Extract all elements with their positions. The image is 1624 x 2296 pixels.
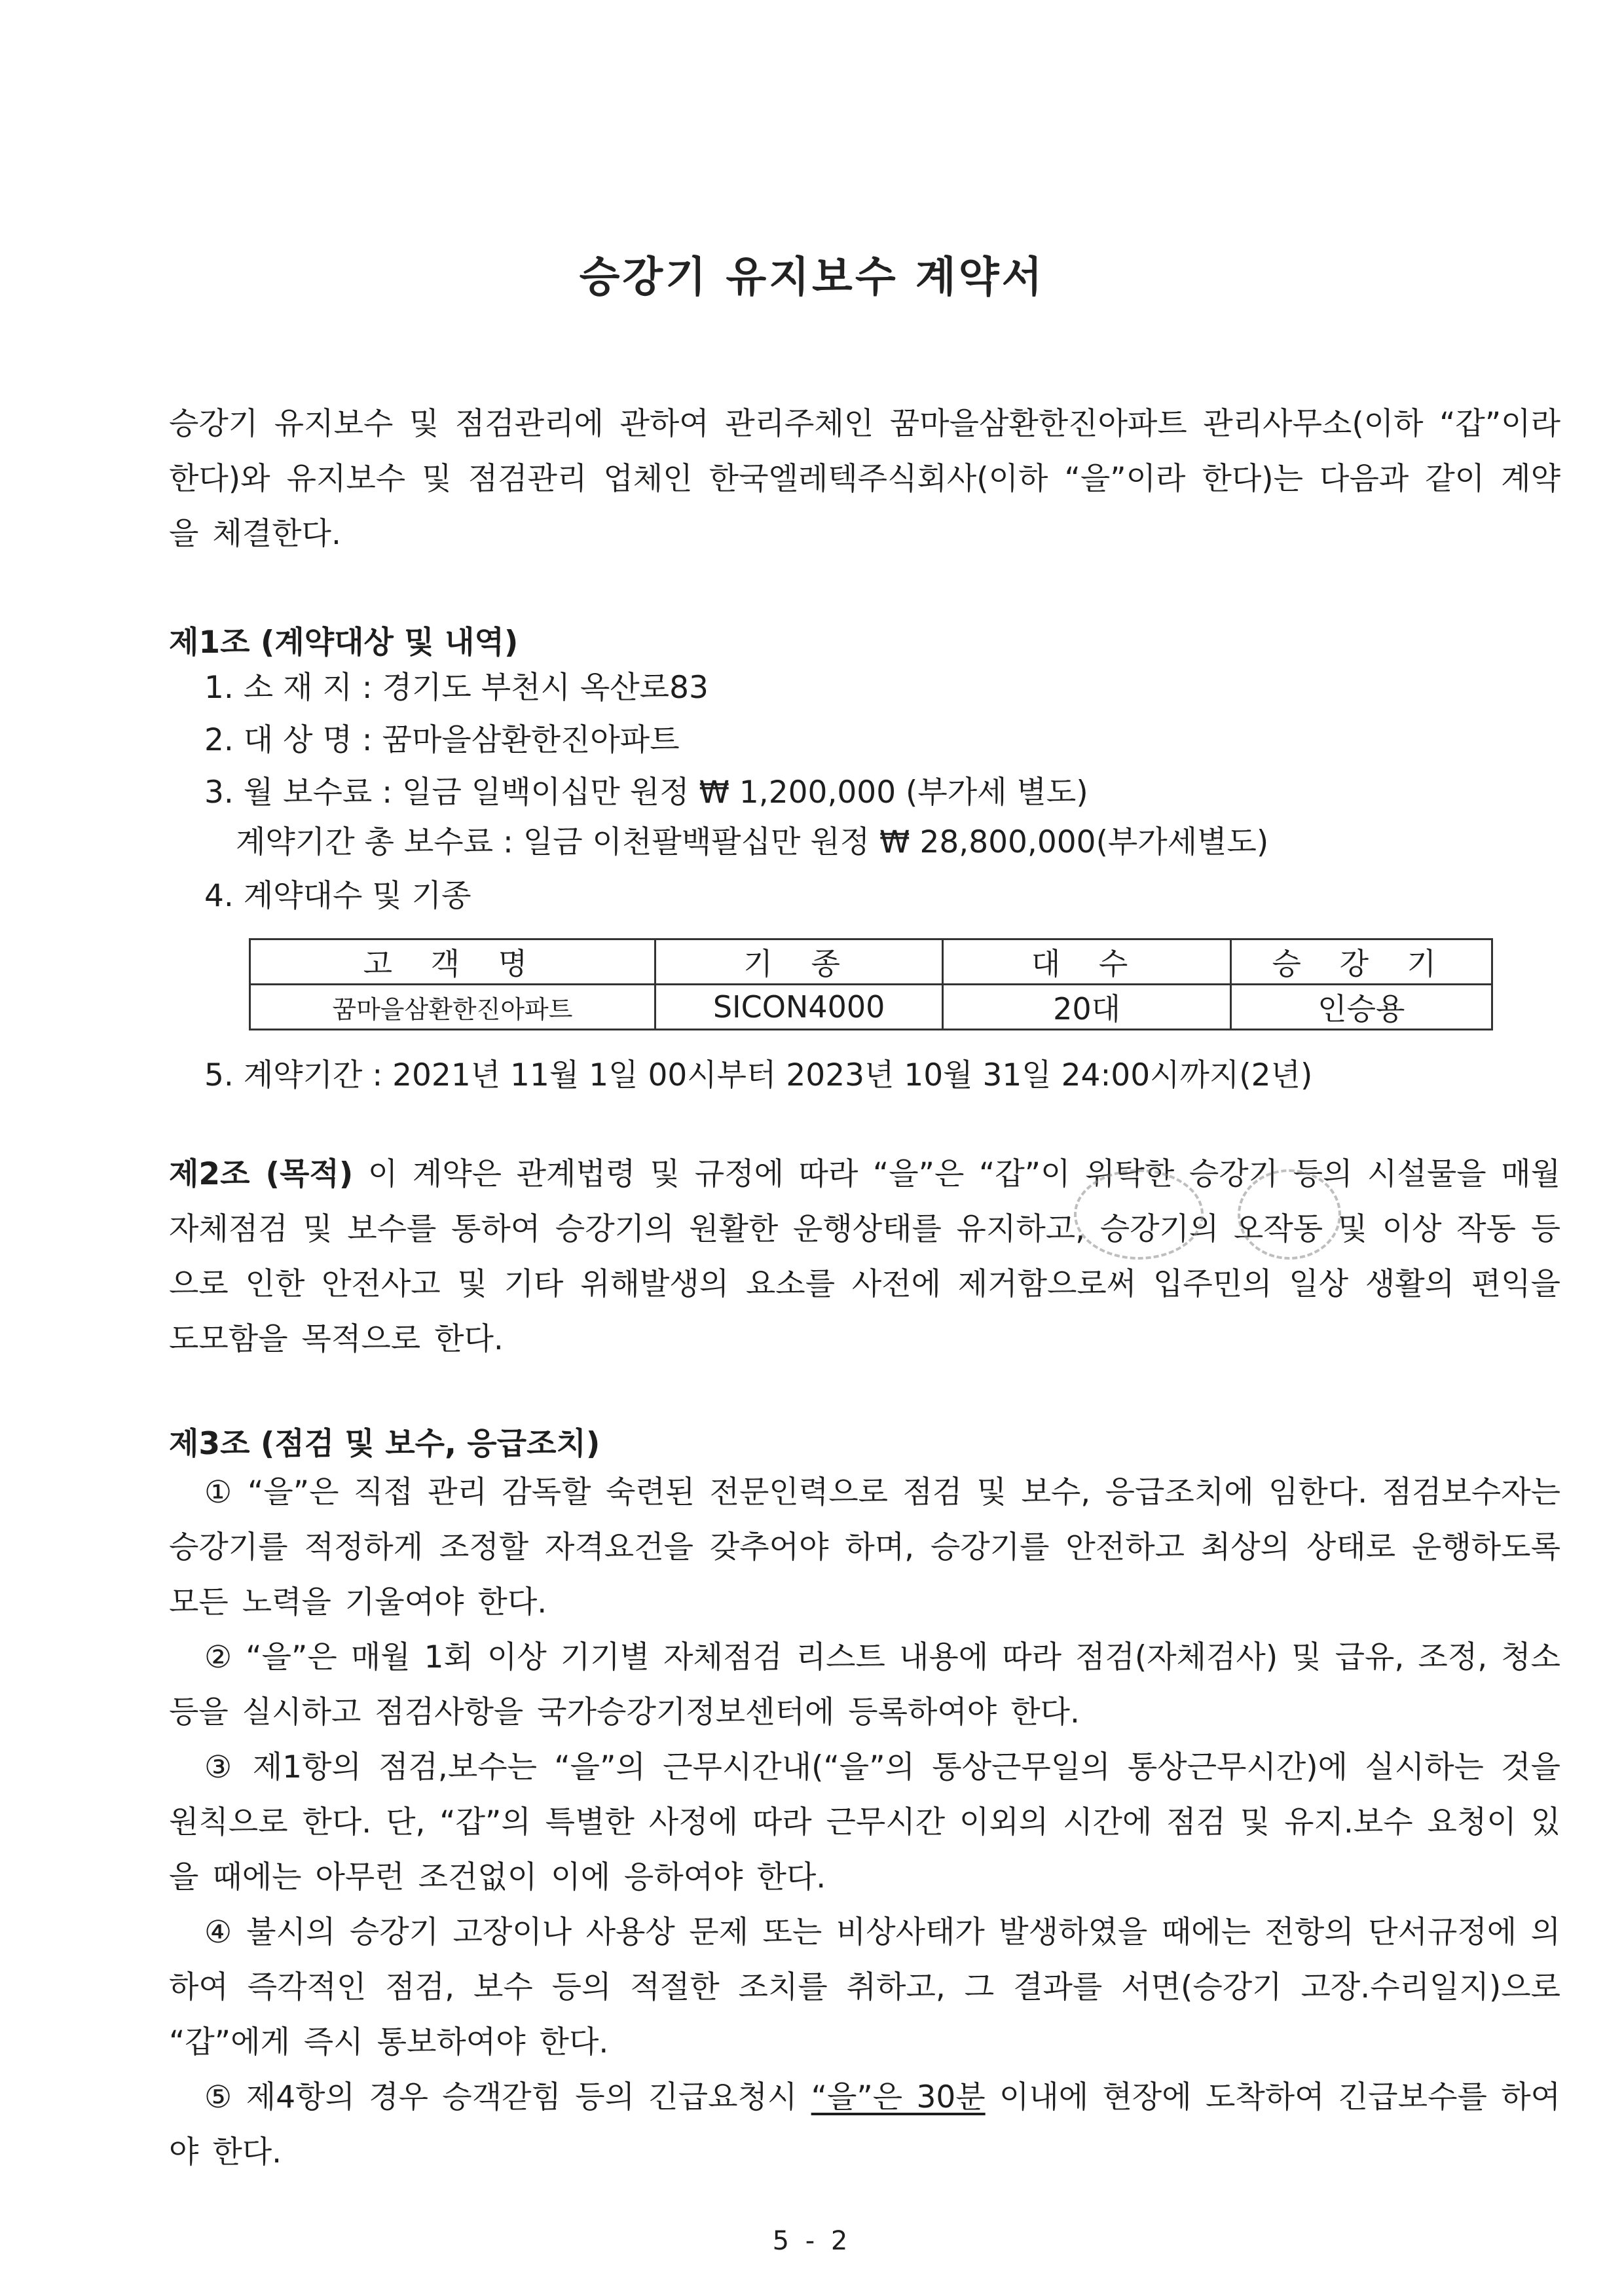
article3-clause-3: ③ 제1항의 점검,보수는 “을”의 근무시간내(“을”의 통상근무일의 통상근무시간)에 실시하는 것을 원칙으로 한다. 단, “갑”의 특별한 사정에 따라 근무시간 이외의 시간에 점검 및 유지.보수 요청이 있을 때에는 아무런 조건없이 이에 응하여야 한다.: [169, 1749, 1560, 1895]
header-customer: 고 객 명: [250, 939, 655, 985]
document-title: 승강기 유지보수 계약서: [579, 253, 1045, 302]
article1-item-location: 1. 소 재 지 : 경기도 부천시 옥산로83: [204, 670, 709, 706]
cell-model: SICON4000: [655, 985, 943, 1030]
article2-heading: 제2조 (목적): [169, 1156, 354, 1192]
article2-text: 이 계약은 관계법령 및 규정에 따라 “을”은 “갑”이 위탁한 승강기 등의 시설물을 매월 자체점검 및 보수를 통하여 승강기의 원활한 운행상태를 유지하고, 승강기의 오작동 및 이상 작동 등으로 인한 안전사고 및 기타 위해발생의 요소를 사전에 제거함으로써 입주민의 일상 생활의 편익을 도모함을 목적으로 한다.: [169, 1156, 1560, 1357]
article2-paragraph: [169, 1147, 1560, 1367]
cell-customer: 꿈마을삼환한진아파트: [250, 985, 655, 1030]
units-table-header: [250, 939, 1492, 985]
article1-item-target: 2. 대 상 명 : 꿈마을삼환한진아파트: [204, 722, 680, 758]
article1-item-period: 5. 계약기간 : 2021년 11월 1일 00시부터 2023년 10월 31일 24:00시까지(2년): [204, 1057, 1313, 1093]
clause-5-underlined: “을”은 30분: [811, 2079, 986, 2115]
table-row: [250, 985, 1492, 1030]
article3-clause-1: ① “을”은 직접 관리 감독할 숙련된 전문인력으로 점검 및 보수, 응급조치에 임한다. 점검보수자는 승강기를 적정하게 조정할 자격요건을 갖추어야 하며, 승강기를 안전하고 최상의 상태로 운행하도록 모든 노력을 기울여야 한다.: [169, 1474, 1560, 1620]
clause-5-text-start: ⑤ 제4항의 경우 승객갇힘 등의 긴급요청시: [204, 2079, 811, 2115]
seal-stamp-right: [1238, 1169, 1341, 1260]
page-number: 5 - 2: [772, 2226, 852, 2256]
cell-count: 20대: [943, 985, 1230, 1030]
header-count: 대 수: [943, 939, 1230, 985]
article3-clause-5: [169, 2070, 1560, 2180]
cell-elevator: 인승용: [1230, 985, 1492, 1030]
article3-heading: 제3조 (점검 및 보수, 응급조치): [169, 1426, 600, 1462]
units-table: [249, 938, 1493, 1030]
article3-clause-2: ② “을”은 매월 1회 이상 기기별 자체점검 리스트 내용에 따라 점검(자체검사) 및 급유, 조정, 청소 등을 실시하고 점검사항을 국가승강기정보센터에 등록하여야 한다.: [169, 1639, 1560, 1730]
article1-item-total-fee: 계약기간 총 보수료 : 일금 이천팔백팔십만 원정 ₩ 28,800,000(부가세별도): [236, 824, 1269, 860]
intro-paragraph: 승강기 유지보수 및 점검관리에 관하여 관리주체인 꿈마을삼환한진아파트 관리사무소(이하 “갑”이라 한다)와 유지보수 및 점검관리 업체인 한국엘레텍주식회사(이하 “을”이라 한다)는 다음과 같이 계약을 체결한다.: [169, 406, 1560, 552]
clause-5-text-end: 이내에 현장에 도착하여 긴급보수를 하여야 한다.: [169, 2079, 1560, 2170]
header-model: 기 종: [655, 939, 943, 985]
header-elevator: 승 강 기: [1230, 939, 1492, 985]
article3-clause-4: ④ 불시의 승강기 고장이나 사용상 문제 또는 비상사태가 발생하였을 때에는 전항의 단서규정에 의하여 즉각적인 점검, 보수 등의 적절한 조치를 취하고, 그 결과를 서면(승강기 고장.수리일지)으로 “갑”에게 즉시 통보하여야 한다.: [169, 1914, 1560, 2060]
seal-stamp-left: [1074, 1169, 1204, 1260]
article1-item-monthly-fee: 3. 월 보수료 : 일금 일백이십만 원정 ₩ 1,200,000 (부가세 별도): [204, 774, 1088, 811]
article1-item-units: 4. 계약대수 및 기종: [204, 878, 471, 914]
article1-heading: 제1조 (계약대상 및 내역): [169, 625, 519, 661]
